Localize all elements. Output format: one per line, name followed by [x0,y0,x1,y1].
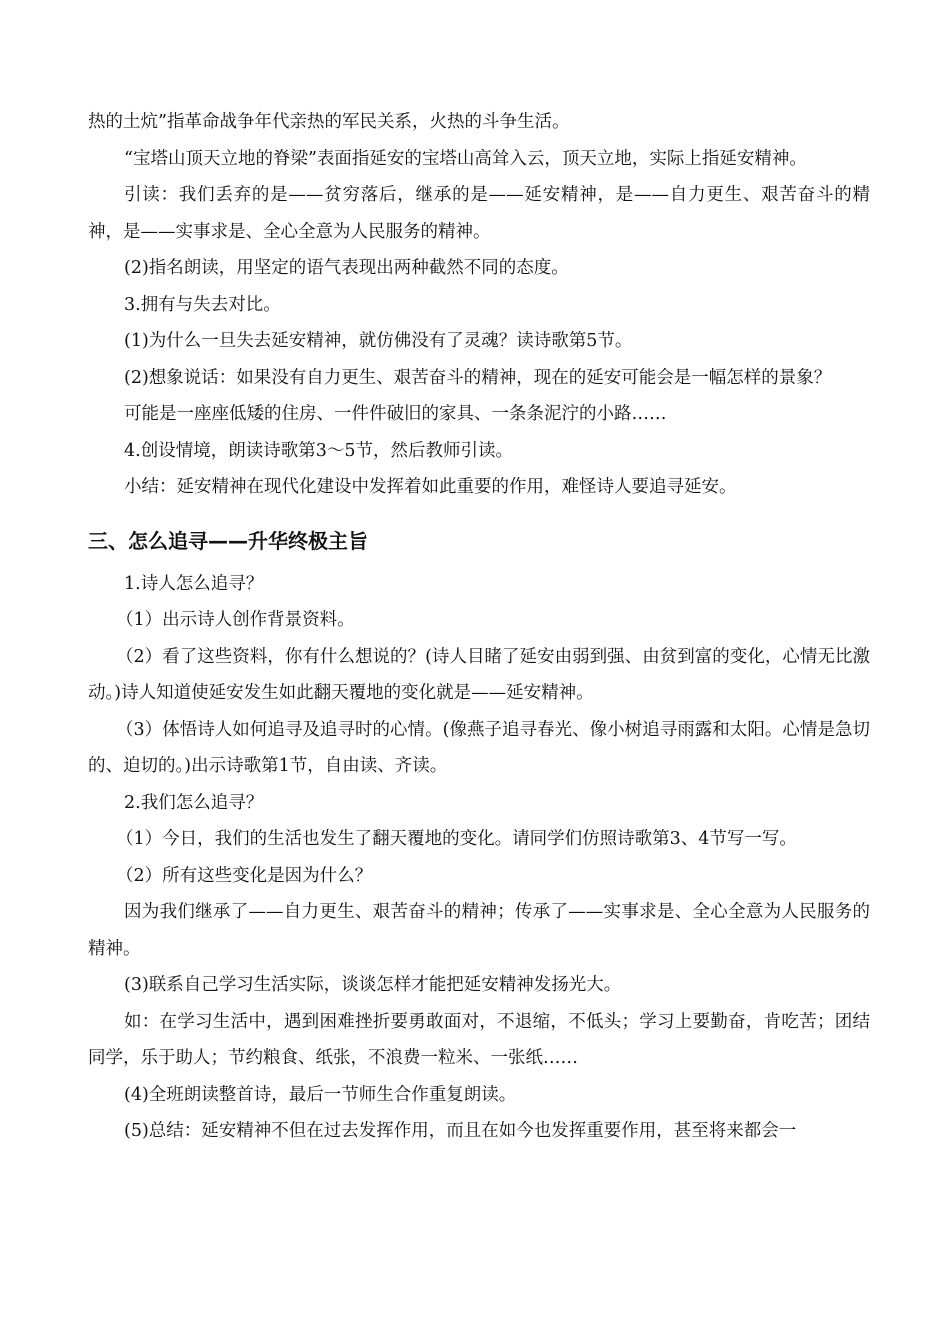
paragraph-3: 引读：我们丢弃的是——贫穷落后，继承的是——延安精神，是——自力更生、艰苦奋斗的精神，是——实事求是、全心全意为人民服务的精神。 [88,185,870,242]
paragraph-13: （2）看了这些资料，你有什么想说的？(诗人目睹了延安由弱到强、由贫到富的变化，心情无比激动。)诗人知道使延安发生如此翻天覆地的变化就是——延安精神。 [88,646,870,703]
paragraph-19: (3)联系自己学习生活实际，谈谈怎样才能把延安精神发扬光大。 [124,975,622,995]
paragraph-15: 2.我们怎么追寻？ [124,792,264,813]
paragraph-18: 因为我们继承了——自力更生、艰苦奋斗的精神；传承了——实事求是、全心全意为人民服务的精神。 [88,902,870,959]
section-heading: 三、怎么追寻——升华终极主旨 [88,528,368,553]
paragraph-12: （1）出示诗人创作背景资料。 [116,610,355,630]
paragraph-16: （1）今日，我们的生活也发生了翻天覆地的变化。请同学们仿照诗歌第3、4节写一写。 [116,829,797,849]
paragraph-4: (2)指名朗读，用坚定的语气表现出两种截然不同的态度。 [124,258,569,278]
paragraph-14: （3）体悟诗人如何追寻及追寻时的心情。(像燕子追寻春光、像小树追寻雨露和太阳。心情是急切的、迫切的。)出示诗歌第1节，自由读、齐读。 [88,719,870,776]
paragraph-6: (1)为什么一旦失去延安精神，就仿佛没有了灵魂？读诗歌第5节。 [124,331,633,351]
paragraph-9: 4.创设情境，朗读诗歌第3～5节，然后教师引读。 [124,440,513,461]
paragraph-8: 可能是一座座低矮的住房、一件件破旧的家具、一条条泥泞的小路…… [124,404,667,424]
paragraph-5: 3.拥有与失去对比。 [124,294,281,315]
paragraph-20: 如：在学习生活中，遇到困难挫折要勇敢面对，不退缩，不低头；学习上要勤奋，肯吃苦；团结同学，乐于助人；节约粮食、纸张，不浪费一粒米、一张纸…… [88,1011,870,1068]
paragraph-11: 1.诗人怎么追寻？ [124,573,264,594]
paragraph-2: “宝塔山顶天立地的脊梁”表面指延安的宝塔山高耸入云，顶天立地，实际上指延安精神。 [124,148,807,169]
paragraph-17: （2）所有这些变化是因为什么？ [116,865,373,886]
paragraph-21: (4)全班朗读整首诗，最后一节师生合作重复朗读。 [124,1084,517,1105]
paragraph-7: (2)想象说话：如果没有自力更生、艰苦奋斗的精神，现在的延安可能会是一幅怎样的景象？ [124,367,832,388]
paragraph-1: 热的土炕”指革命战争年代亲热的军民关系，火热的斗争生活。 [88,112,570,132]
paragraph-22: (5)总结：延安精神不但在过去发挥作用，而且在如今也发挥重要作用，甚至将来都会一 [124,1121,797,1141]
paragraph-10: 小结：延安精神在现代化建设中发挥着如此重要的作用，难怪诗人要追寻延安。 [124,477,737,497]
document-page [88,104,870,1150]
